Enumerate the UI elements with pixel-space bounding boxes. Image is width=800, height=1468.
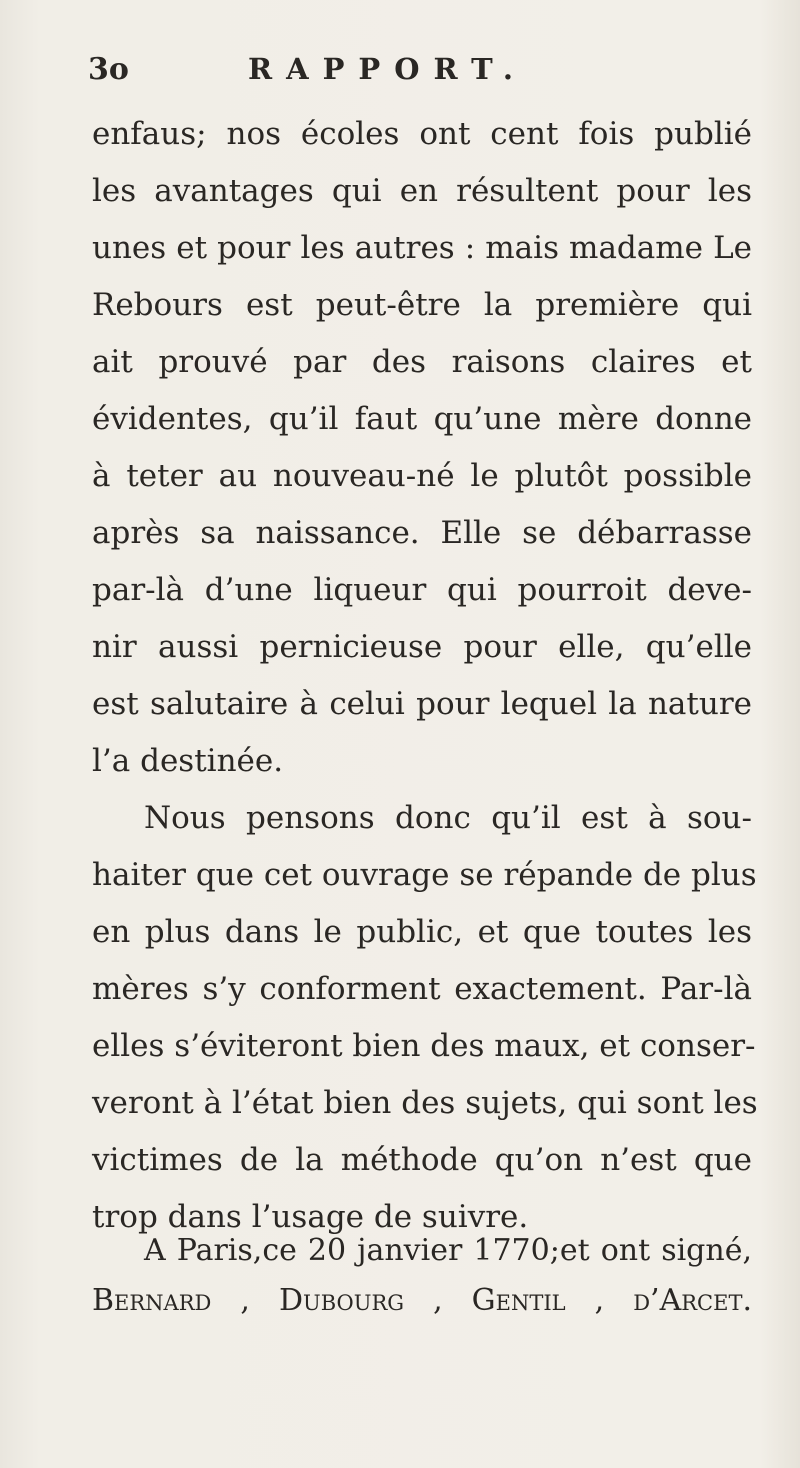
text-line: est salutaire à celui pour lequel la nature: [92, 686, 752, 722]
text-line: en plus dans le public, et que toutes les: [92, 914, 752, 950]
text-line: ait prouvé par des raisons claires et: [92, 344, 752, 380]
text-line: évidentes, qu’il faut qu’une mère donne: [92, 401, 752, 437]
text-line: l’a destinée.: [92, 743, 284, 779]
text-line: nir aussi pernicieuse pour elle, qu’elle: [92, 629, 752, 665]
text-line: les avantages qui en résultent pour les: [92, 173, 752, 209]
text-line: trop dans l’usage de suivre.: [92, 1199, 529, 1235]
text-line: Rebours est peut-être la première qui: [92, 287, 752, 323]
text-line: enfaus; nos écoles ont cent fois publié: [92, 116, 752, 152]
running-head: RAPPORT.: [248, 52, 528, 86]
page-header: [88, 52, 748, 92]
text-line: victimes de la méthode qu’on n’est que: [92, 1142, 752, 1178]
text-line: veront à l’état bien des sujets, qui sont les: [92, 1085, 758, 1121]
date-line: A Paris,ce 20 janvier 1770;et ont signé,: [144, 1233, 752, 1268]
text-line: à teter au nouveau-né le plutôt possible: [92, 458, 752, 494]
text-line: par-là d’une liqueur qui pourroit deve-: [92, 572, 752, 608]
page-number: 3o: [88, 52, 129, 87]
text-line: après sa naissance. Elle se débarrasse: [92, 515, 752, 551]
text-line: elles s’éviteront bien des maux, et conser-: [92, 1028, 756, 1064]
text-line: unes et pour les autres : mais madame Le: [92, 230, 752, 266]
text-line: haiter que cet ouvrage se répande de plus: [92, 857, 757, 893]
text-line: Nous pensons donc qu’il est à sou-: [144, 800, 752, 836]
signatures: Bernard , Dubourg , Gentil , d’Arcet.: [92, 1283, 752, 1318]
text-line: mères s’y conforment exactement. Par-là: [92, 971, 752, 1007]
body-text: [92, 106, 758, 1246]
